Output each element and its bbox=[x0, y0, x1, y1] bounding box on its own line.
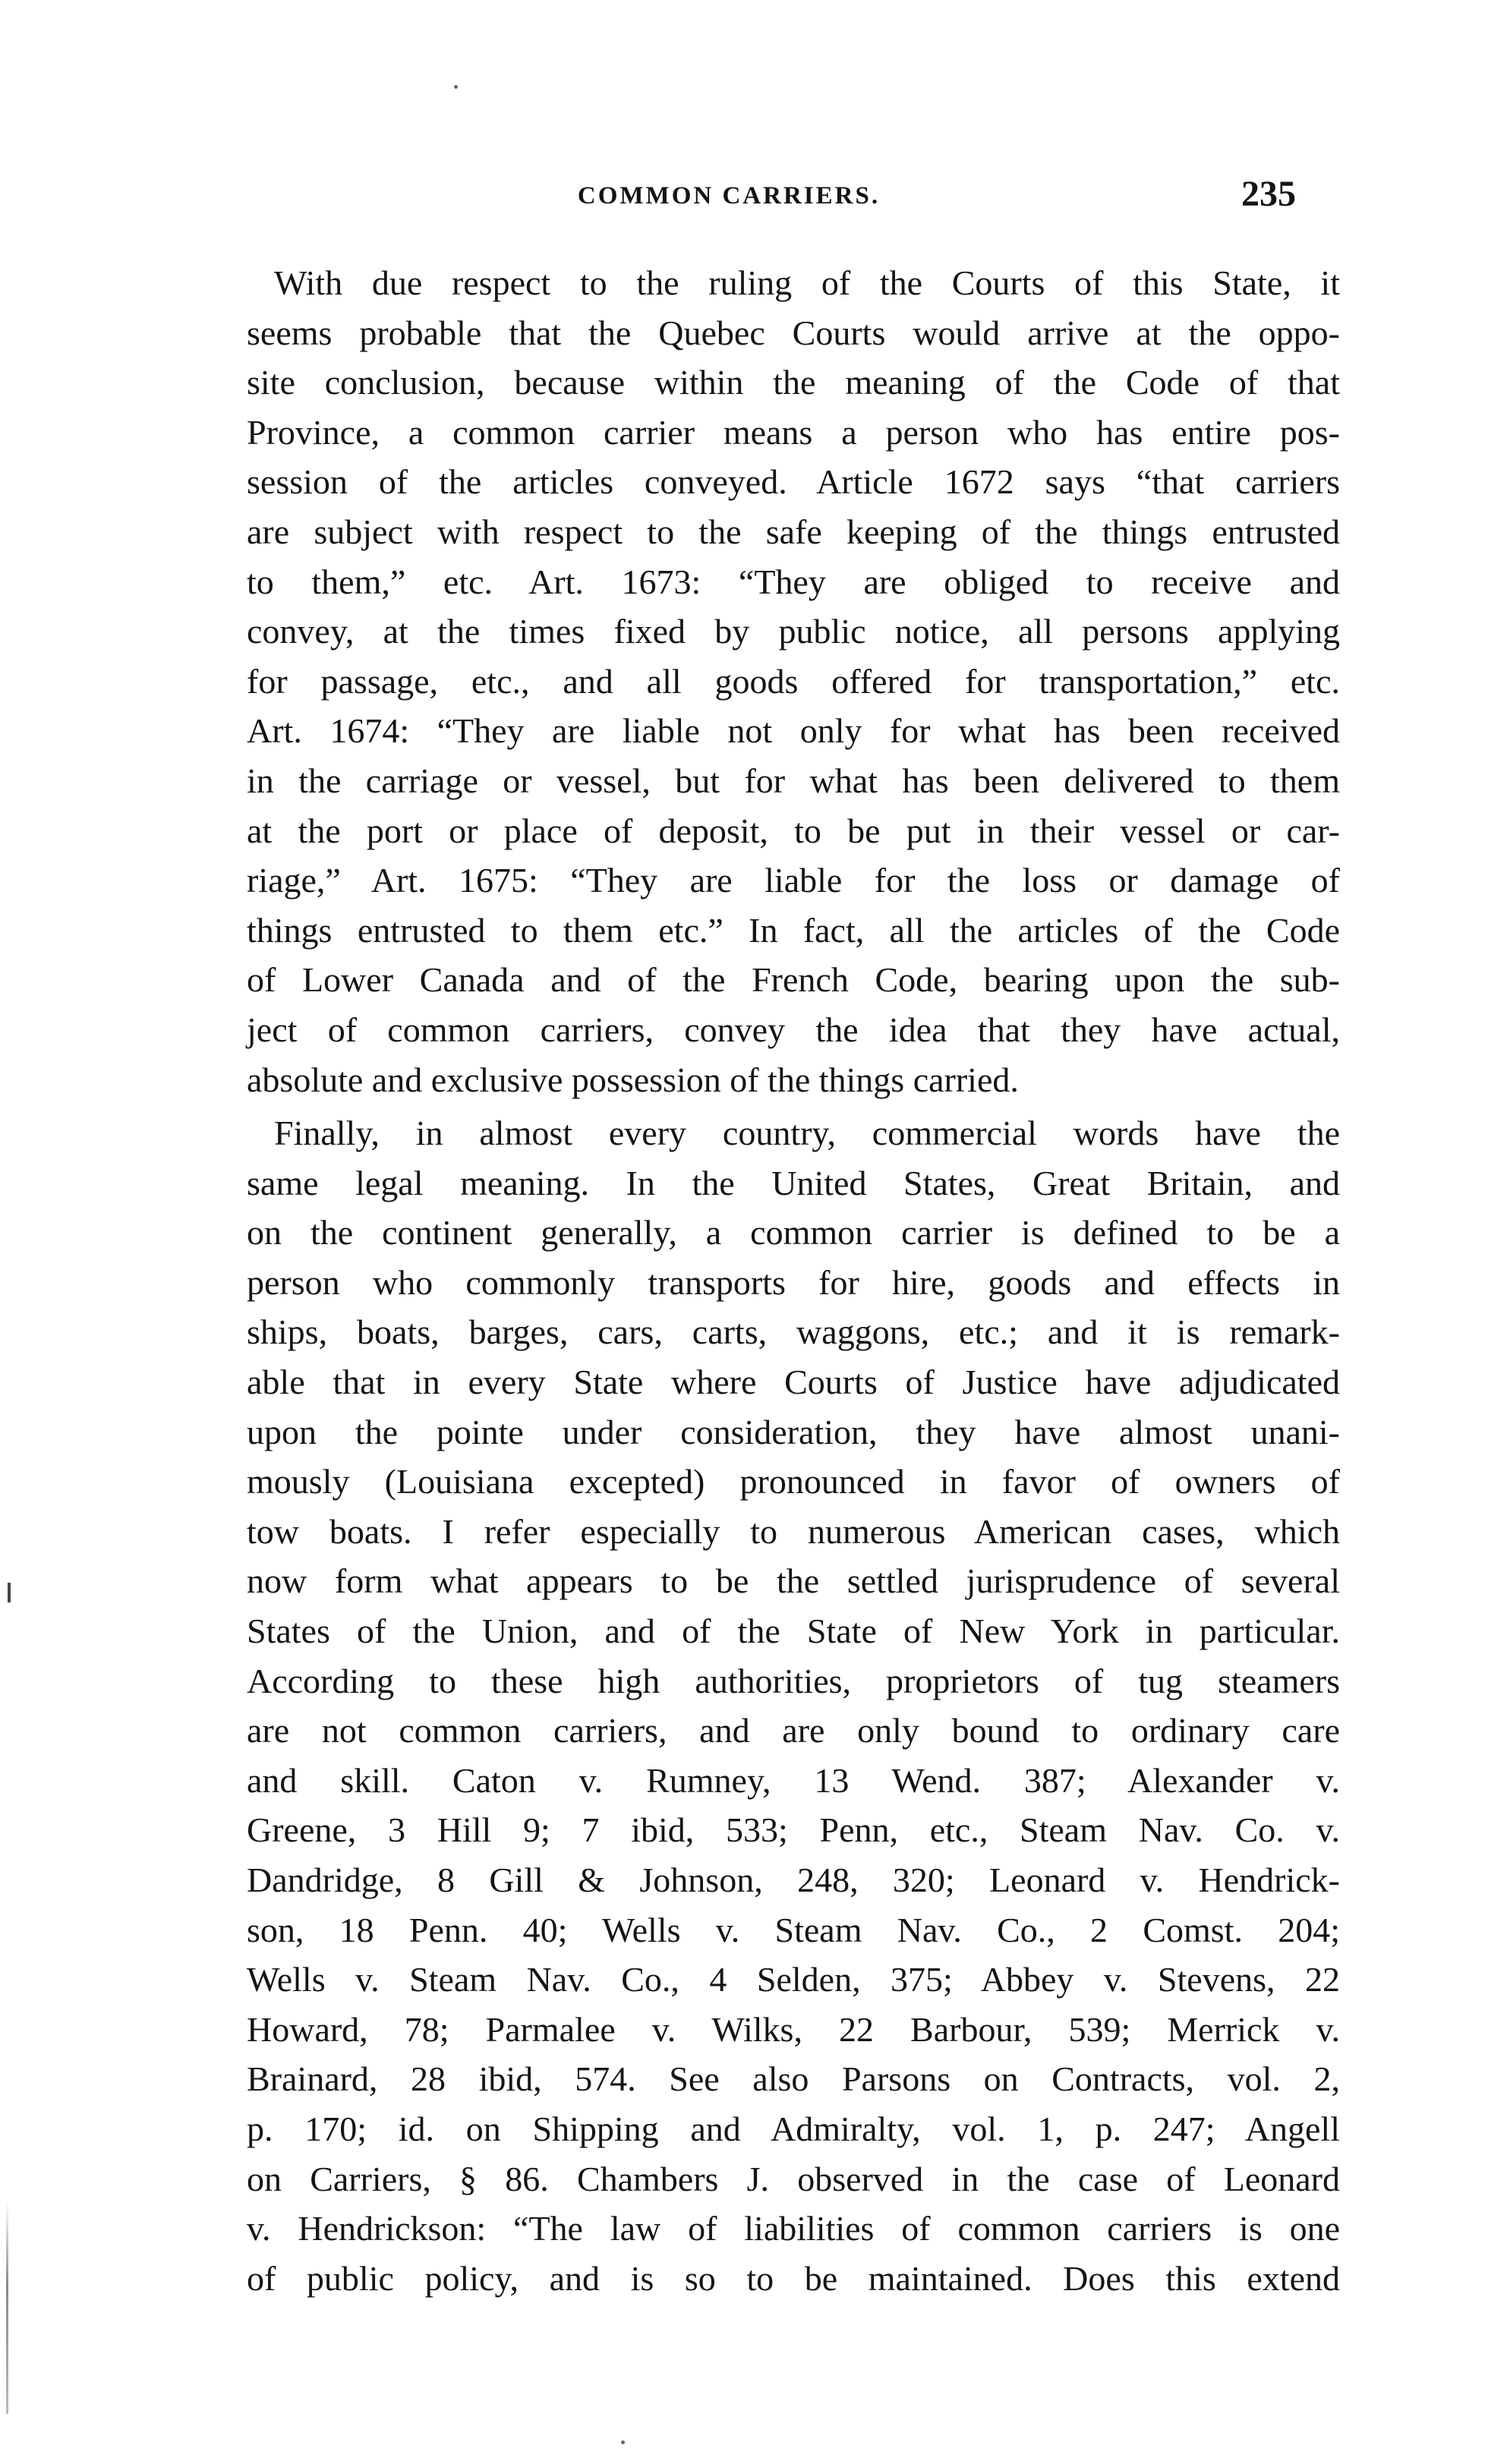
text-line: on Carriers, § 86. Chambers J. observed in the case of Leonard bbox=[247, 2159, 1340, 2198]
speck-mark bbox=[621, 2440, 625, 2444]
text-line: person who commonly transports for hire, goods and effects in bbox=[247, 1262, 1340, 1302]
text-line: and skill. Caton v. Rumney, 13 Wend. 387; Alexander v. bbox=[247, 1760, 1340, 1800]
text-line: Howard, 78; Parmalee v. Wilks, 22 Barbour, 539; Merrick v. bbox=[247, 2009, 1340, 2049]
speck-mark bbox=[454, 85, 458, 89]
text-line: Province, a common carrier means a person who has entire pos- bbox=[247, 412, 1340, 452]
page-edge-shadow bbox=[6, 2201, 8, 2414]
text-line: tow boats. I refer especially to numerous American cases, which bbox=[247, 1511, 1340, 1551]
page-number: 235 bbox=[1241, 174, 1296, 214]
text-line: at the port or place of deposit, to be put in their vessel or car- bbox=[247, 811, 1340, 850]
text-line: upon the pointe under consideration, they have almost unani- bbox=[247, 1412, 1340, 1451]
text-line: v. Hendrickson: “The law of liabilities of common carriers is one bbox=[247, 2209, 1340, 2248]
text-line: With due respect to the ruling of the Courts of this State, it bbox=[274, 263, 1340, 302]
text-line: p. 170; id. on Shipping and Admiralty, vol. 1, p. 247; Angell bbox=[247, 2109, 1340, 2148]
text-line: on the continent generally, a common carrier is defined to be a bbox=[247, 1213, 1340, 1252]
text-line: in the carriage or vessel, but for what has been delivered to them bbox=[247, 761, 1340, 800]
text-line: session of the articles conveyed. Article 1672 says “that carriers bbox=[247, 462, 1340, 502]
text-line: of Lower Canada and of the French Code, bearing upon the sub- bbox=[247, 960, 1340, 1000]
text-line: Finally, in almost every country, commercial words have the bbox=[274, 1114, 1340, 1153]
text-line: riage,” Art. 1675: “They are liable for the loss or damage of bbox=[247, 861, 1340, 900]
text-line: ships, boats, barges, cars, carts, waggons, etc.; and it is remark- bbox=[247, 1312, 1340, 1352]
text-line: According to these high authorities, proprietors of tug steamers bbox=[247, 1661, 1340, 1700]
text-line: convey, at the times fixed by public notice, all persons applying bbox=[247, 612, 1340, 651]
text-line: mously (Louisiana excepted) pronounced in favor of owners of bbox=[247, 1462, 1340, 1501]
text-line: son, 18 Penn. 40; Wells v. Steam Nav. Co., 2 Comst. 204; bbox=[247, 1910, 1340, 1949]
text-line: to them,” etc. Art. 1673: “They are obliged to receive and bbox=[247, 562, 1340, 601]
text-line: are subject with respect to the safe keeping of the things entrusted bbox=[247, 512, 1340, 551]
running-head: COMMON CARRIERS. bbox=[577, 182, 881, 210]
text-line: Greene, 3 Hill 9; 7 ibid, 533; Penn, etc., Steam Nav. Co. v. bbox=[247, 1810, 1340, 1850]
text-line: able that in every State where Courts of Justice have adjudicated bbox=[247, 1363, 1340, 1402]
text-line: are not common carriers, and are only bound to ordinary care bbox=[247, 1711, 1340, 1750]
margin-mark bbox=[8, 1583, 11, 1602]
text-line: Brainard, 28 ibid, 574. See also Parsons on Contracts, vol. 2, bbox=[247, 2059, 1340, 2099]
text-line: States of the Union, and of the State of New York in particular. bbox=[247, 1612, 1340, 1651]
text-line: seems probable that the Quebec Courts would arrive at the oppo- bbox=[247, 313, 1340, 352]
text-line: for passage, etc., and all goods offered for transportation,” etc. bbox=[247, 661, 1340, 701]
text-line: now form what appears to be the settled jurisprudence of several bbox=[247, 1561, 1340, 1601]
text-line: Art. 1674: “They are liable not only for what has been received bbox=[247, 711, 1340, 751]
text-line: Wells v. Steam Nav. Co., 4 Selden, 375; Abbey v. Stevens, 22 bbox=[247, 1960, 1340, 1999]
text-line: site conclusion, because within the meaning of the Code of that bbox=[247, 363, 1340, 402]
text-line: ject of common carriers, convey the idea that they have actual, bbox=[247, 1010, 1340, 1049]
text-line: Dandridge, 8 Gill & Johnson, 248, 320; Leonard v. Hendrick- bbox=[247, 1861, 1340, 1899]
text-line: of public policy, and is so to be maintained. Does this extend bbox=[247, 2258, 1340, 2298]
text-line: same legal meaning. In the United States, Great Britain, and bbox=[247, 1163, 1340, 1202]
body-text bbox=[247, 258, 1340, 2303]
text-line: things entrusted to them etc.” In fact, all the articles of the Code bbox=[247, 910, 1340, 950]
text-line: absolute and exclusive possession of the things carried. bbox=[247, 1060, 1019, 1099]
